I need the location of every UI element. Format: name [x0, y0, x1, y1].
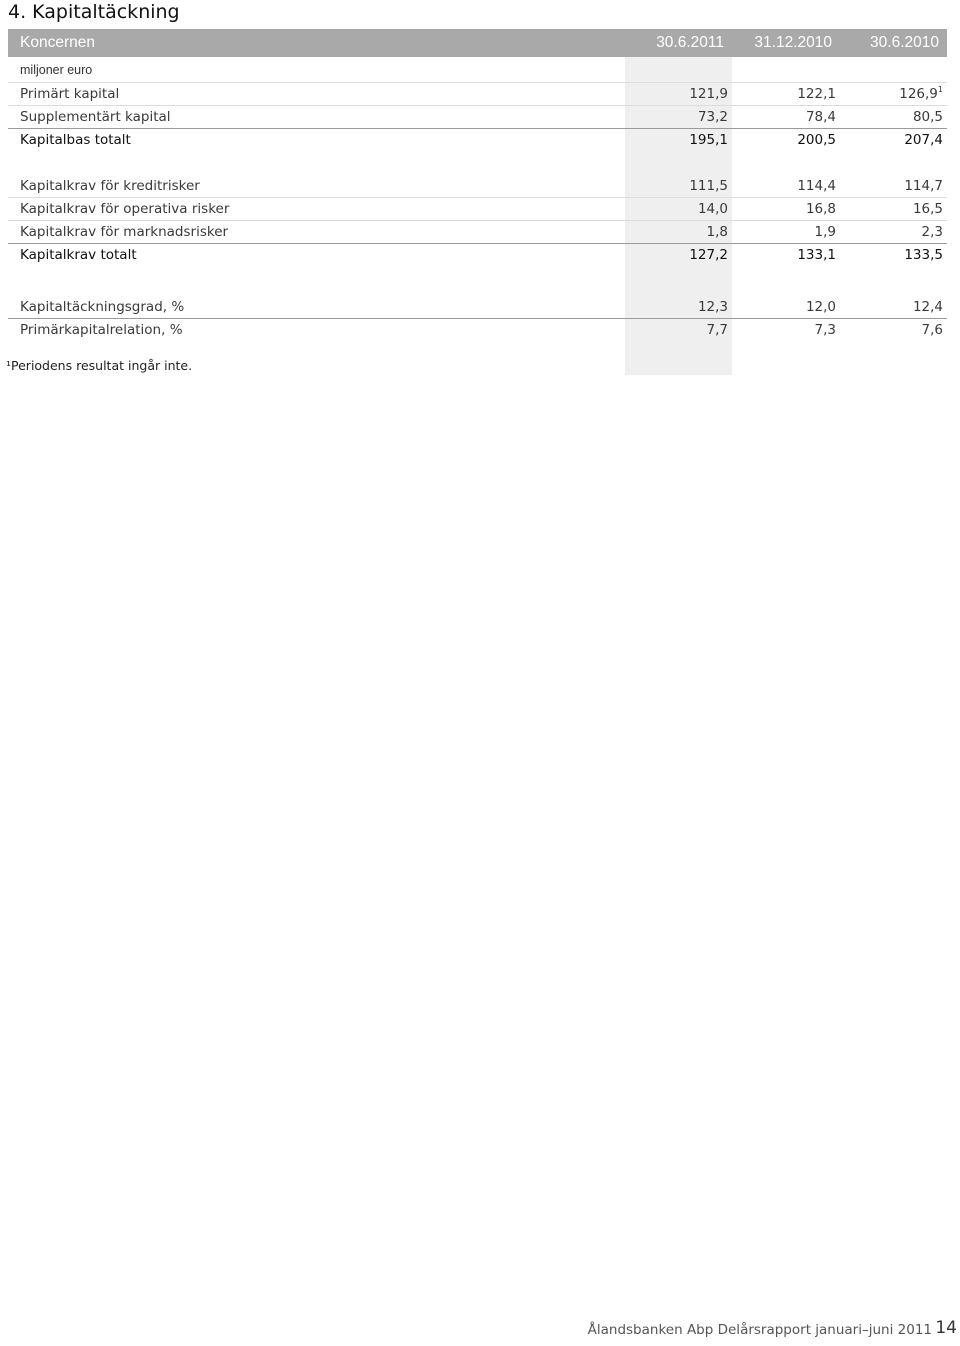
table-header-row	[8, 29, 947, 57]
row-value: 114,7	[840, 175, 947, 198]
row-value: 122,1	[732, 83, 840, 106]
unit-label: miljoner euro	[8, 57, 625, 83]
row-value: 16,5	[840, 198, 947, 221]
table-row-total	[8, 244, 947, 267]
row-value: 127,2	[689, 247, 728, 263]
row-value: 195,1	[689, 132, 728, 148]
row-value: 111,5	[625, 175, 732, 198]
row-value: 7,6	[921, 322, 943, 338]
table-row-total	[8, 129, 947, 152]
table-row	[8, 221, 947, 244]
table-row	[8, 296, 947, 319]
row-value: 7,3	[814, 322, 836, 338]
row-value: 126,9$^1$	[840, 83, 947, 106]
table-row	[8, 106, 947, 129]
header-column: 30.6.2011	[625, 29, 732, 57]
row-label: Primärkapitalrelation, %	[20, 322, 183, 338]
table-row	[8, 319, 947, 342]
row-value: 80,5	[840, 106, 947, 129]
row-label: Supplementärt kapital	[8, 106, 625, 129]
row-label: Primärt kapital	[8, 83, 625, 106]
row-value: 133,1	[797, 247, 836, 263]
row-value: 12,0	[732, 296, 840, 319]
footnote-marker: ¹	[6, 358, 12, 373]
row-value: 7,7	[706, 322, 728, 338]
page-footer: Ålandsbanken Abp Delårsrapport januari–juni 2011	[587, 1322, 932, 1338]
footnote-text: Periodens resultat ingår inte.	[11, 358, 193, 373]
header-label: Koncernen	[8, 29, 625, 57]
unit-row	[8, 57, 947, 83]
row-value: 14,0	[625, 198, 732, 221]
row-value: 1,9	[732, 221, 840, 244]
spacer-row	[8, 151, 947, 175]
footnote	[6, 358, 192, 373]
spacer-row	[8, 266, 947, 296]
row-label: Kapitalkrav för kreditrisker	[8, 175, 625, 198]
row-label: Kapitalkrav för marknadsrisker	[8, 221, 625, 244]
row-value: 133,5	[904, 247, 943, 263]
row-value: 78,4	[732, 106, 840, 129]
page-number: 14	[935, 1318, 957, 1338]
table-row	[8, 83, 947, 106]
header-column: 31.12.2010	[732, 29, 840, 57]
row-value: 200,5	[797, 132, 836, 148]
row-label: Kapitaltäckningsgrad, %	[8, 296, 625, 319]
capital-adequacy-table	[8, 29, 947, 341]
row-label: Kapitalkrav för operativa risker	[8, 198, 625, 221]
section-title: 4. Kapitaltäckning	[8, 1, 180, 23]
row-value: 12,3	[625, 296, 732, 319]
row-value: 114,4	[732, 175, 840, 198]
row-value: 121,9	[625, 83, 732, 106]
row-value: 12,4	[840, 296, 947, 319]
row-label: Kapitalkrav totalt	[20, 247, 137, 263]
row-value: 2,3	[840, 221, 947, 244]
row-value: 16,8	[732, 198, 840, 221]
row-label: Kapitalbas totalt	[20, 132, 131, 148]
row-value: 207,4	[904, 132, 943, 148]
table-row	[8, 175, 947, 198]
header-column: 30.6.2010	[840, 29, 947, 57]
row-value: 73,2	[625, 106, 732, 129]
footnote-marker: 1	[937, 85, 943, 94]
row-value: 1,8	[625, 221, 732, 244]
table-row	[8, 198, 947, 221]
